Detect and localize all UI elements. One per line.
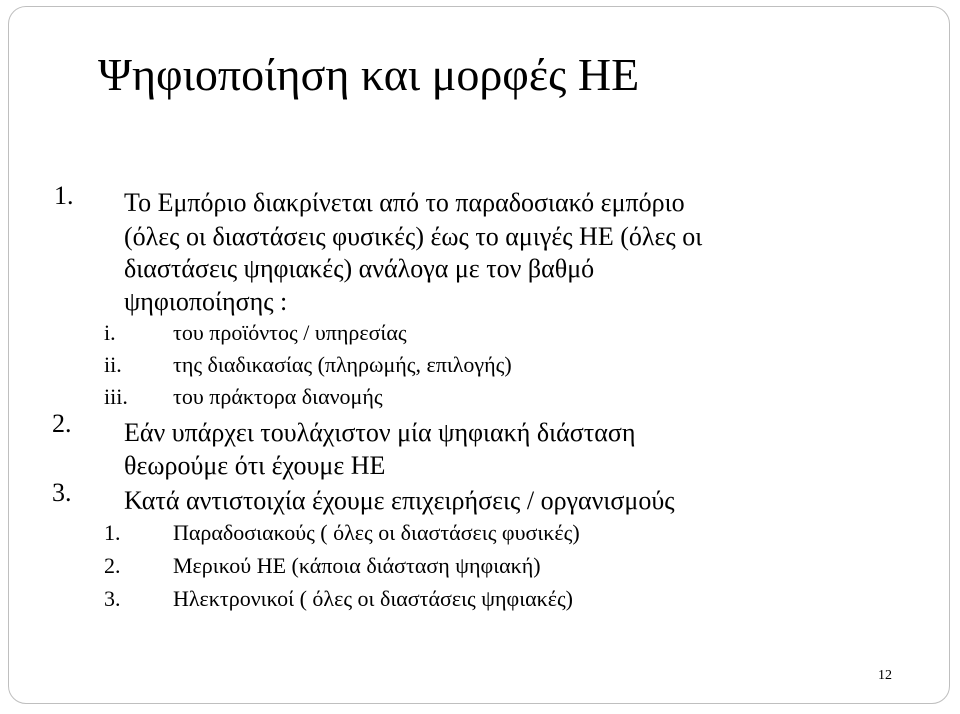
page-number: 12 (878, 668, 892, 683)
item-3-sub-2-marker: 2. (104, 553, 121, 578)
item-2-line-2: θεωρούμε ότι έχουμε ΗΕ (124, 451, 386, 480)
item-3-text: Κατά αντιστοιχία έχουμε επιχειρήσεις / οργανισμούς (124, 486, 675, 515)
item-3-sub-1-marker: 1. (104, 520, 121, 545)
item-1-line-1: Το Εμπόριο διακρίνεται από το παραδοσιακό εμπόριο (124, 188, 685, 217)
subitem-iii-text: του πράκτορα διανομής (173, 384, 383, 409)
item-1-line-2: (όλες οι διαστάσεις φυσικές) έως το αμιγές ΗΕ (όλες οι (124, 222, 703, 251)
item-3-number: 3. (52, 478, 72, 507)
item-2-line-1: Εάν υπάρχει τουλάχιστον μία ψηφιακή διάσταση (124, 418, 636, 447)
item-3-sub-2-text: Μερικού ΗΕ (κάποια διάσταση ψηφιακή) (173, 553, 541, 578)
subitem-ii-text: της διαδικασίας (πληρωμής, επιλογής) (173, 352, 512, 377)
item-3-sub-1-text: Παραδοσιακούς ( όλες οι διαστάσεις φυσικές) (173, 520, 580, 545)
item-1-line-3: διαστάσεις ψηφιακές) ανάλογα με τον βαθμό (124, 254, 595, 283)
subitem-iii-marker: iii. (104, 384, 128, 409)
item-1-line-4: ψηφιοποίησης : (124, 287, 288, 316)
item-3-sub-3-text: Ηλεκτρονικοί ( όλες οι διαστάσεις ψηφιακές) (173, 586, 573, 611)
item-3-sub-3-marker: 3. (104, 586, 121, 611)
item-1-number: 1. (54, 181, 74, 210)
slide-title: Ψηφιοποίηση και μορφές ΗΕ (98, 49, 640, 100)
item-2-number: 2. (52, 409, 72, 438)
subitem-ii-marker: ii. (104, 352, 122, 377)
subitem-i-text: του προϊόντος / υπηρεσίας (173, 320, 407, 345)
subitem-i-marker: i. (104, 320, 116, 345)
